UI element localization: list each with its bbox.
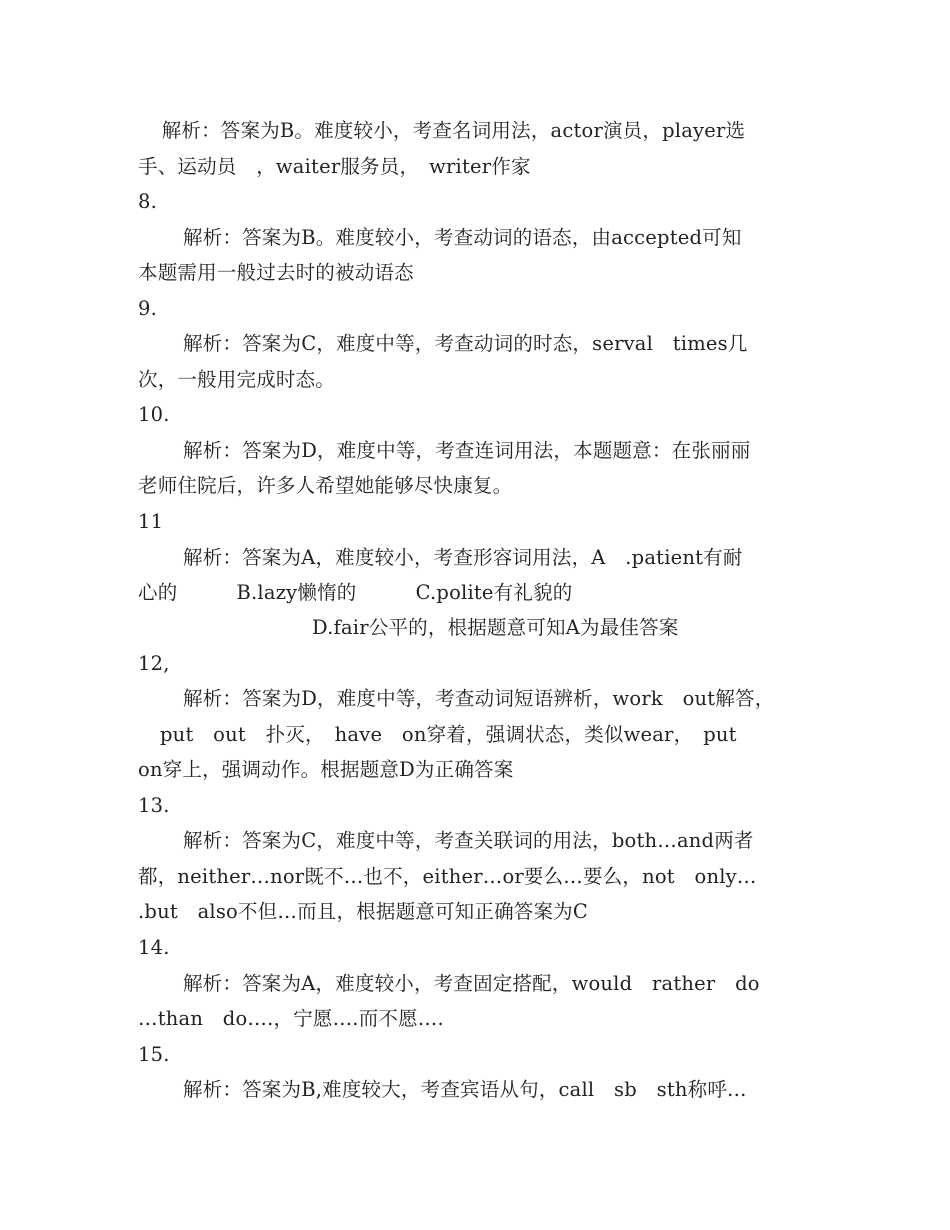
text-line: 解析：答案为A，难度较小，考查固定搭配，would rather do <box>183 972 760 995</box>
text-line: 解析：答案为D，难度中等，考查连词用法，本题题意：在张丽丽 <box>183 439 751 462</box>
question-number: 12, <box>138 652 170 675</box>
text-line: put out 扑灭， have on穿着，强调状态，类似wear， put <box>160 723 737 746</box>
question-number: 10. <box>138 403 170 426</box>
question-number: 14. <box>138 936 170 959</box>
text-line: …than do….，宁愿….而不愿…. <box>138 1007 444 1030</box>
text-line: 解析：答案为C，难度中等，考查动词的时态，serval times几 <box>183 332 748 355</box>
text-line: 解析：答案为C，难度中等，考查关联词的用法，both…and两者 <box>183 829 754 852</box>
question-number: 11 <box>138 510 164 533</box>
text-line: 解析：答案为A，难度较小，考查形容词用法，A .patient有耐 <box>183 546 743 569</box>
text-line: D.fair公平的，根据题意可知A为最佳答案 <box>312 616 679 639</box>
text-line: 解析：答案为D，难度中等，考查动词短语辨析，work out解答， <box>183 687 775 710</box>
text-line: 次，一般用完成时态。 <box>138 368 336 391</box>
text-line: 老师住院后，许多人希望她能够尽快康复。 <box>138 474 513 497</box>
text-line: 解析：答案为B,难度较大，考查宾语从句，call sb sth称呼… <box>183 1078 747 1101</box>
text-line: 本题需用一般过去时的被动语态 <box>138 261 414 284</box>
text-line: .but also不但…而且，根据题意可知正确答案为C <box>138 900 589 923</box>
text-line: 都，neither…nor既不…也不，either…or要么…要么，not only… <box>138 865 757 888</box>
text-line: 手、运动员 ，waiter服务员， writer作家 <box>138 155 531 178</box>
text-line: 解析：答案为B。难度较小，考查名词用法，actor演员，player选 <box>142 119 746 142</box>
question-number: 15. <box>138 1043 170 1066</box>
text-line: on穿上，强调动作。根据题意D为正确答案 <box>138 758 514 781</box>
question-number: 13. <box>138 794 170 817</box>
question-number: 8. <box>138 190 158 213</box>
question-number: 9. <box>138 297 158 320</box>
text-line: 心的 B.lazy懒惰的 C.polite有礼貌的 <box>138 581 573 604</box>
text-line: 解析：答案为B。难度较小，考查动词的语态，由accepted可知 <box>183 226 742 249</box>
